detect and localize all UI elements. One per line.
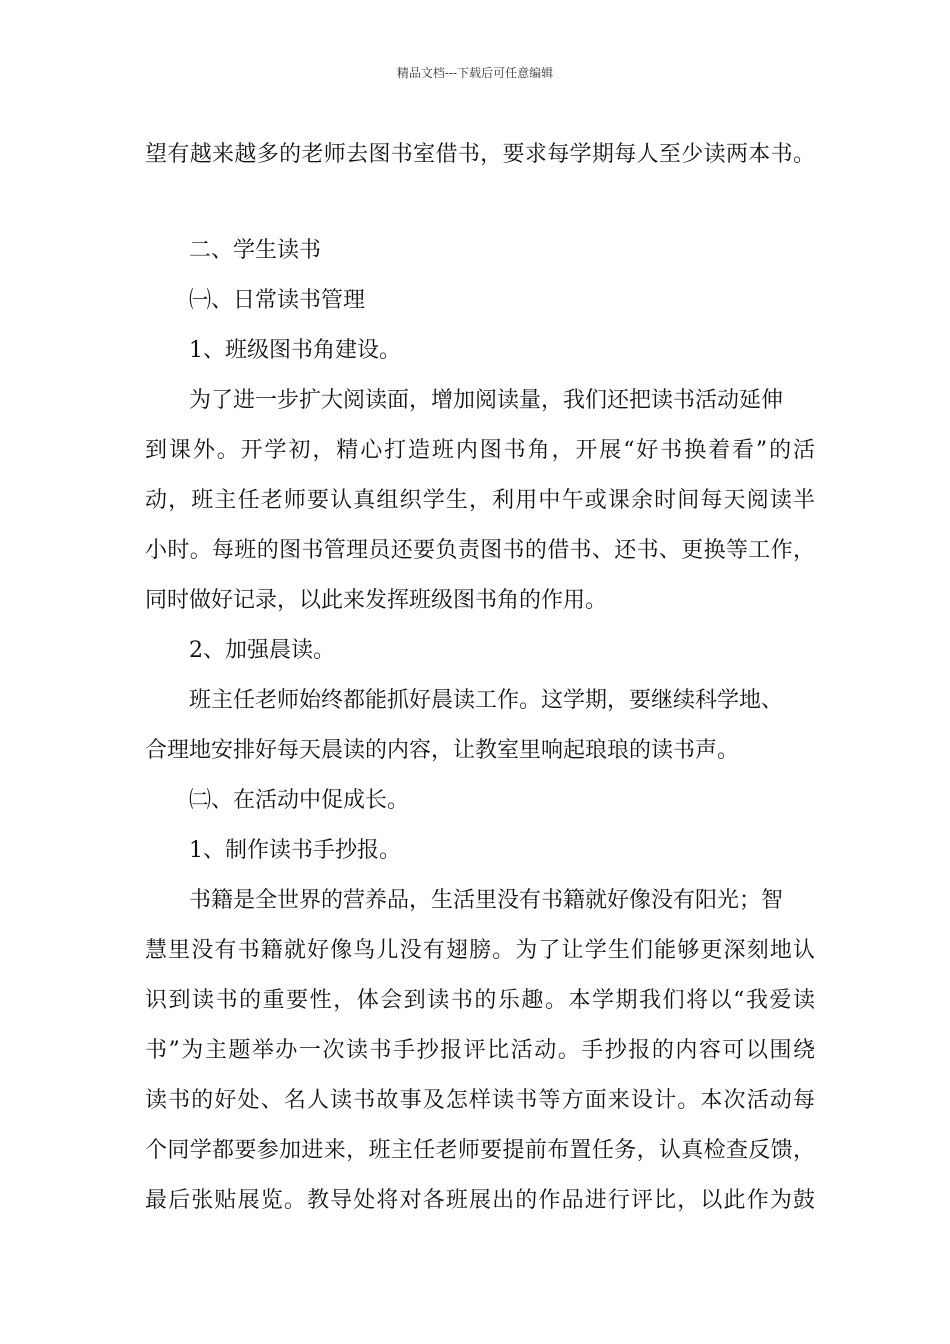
paragraph-line: 班主任老师始终都能抓好晨读工作。这学期，要继续科学地、 [189, 688, 784, 713]
paragraph-line: 同时做好记录，以此来发挥班级图书角的作用。 [145, 588, 608, 613]
paragraph-line: 书籍是全世界的营养品，生活里没有书籍就好像没有阳光；智 [189, 888, 784, 913]
subsection-heading: ㈠、日常读书管理 [189, 288, 366, 313]
paragraph-line: 到课外。开学初，精心打造班内图书角，开展“好书换着看”的活 [145, 438, 815, 463]
item-heading: 2、加强晨读。 [189, 638, 335, 663]
paragraph-line: 识到读书的重要性，体会到读书的乐趣。本学期我们将以“我爱读 [145, 988, 815, 1013]
paragraph-line: 慧里没有书籍就好像鸟儿没有翅膀。为了让学生们能够更深刻地认 [145, 938, 815, 963]
item-heading: 1、班级图书角建设。 [189, 338, 401, 363]
paragraph-line: 小时。每班的图书管理员还要负责图书的借书、还书、更换等工作， [145, 538, 815, 563]
paragraph-line: 读书的好处、名人读书故事及怎样读书等方面来设计。本次活动每 [145, 1088, 815, 1113]
paragraph-line: 为了进一步扩大阅读面，增加阅读量，我们还把读书活动延伸 [189, 388, 784, 413]
paragraph-line: 最后张贴展览。教导处将对各班展出的作品进行评比，以此作为鼓 [145, 1188, 815, 1213]
blank-spacer [145, 180, 815, 226]
subsection-heading: ㈡、在活动中促成长。 [189, 788, 410, 813]
item-heading: 1、制作读书手抄报。 [189, 838, 401, 863]
paragraph-line: 望有越来越多的老师去图书室借书，要求每学期每人至少读两本书。 [145, 142, 815, 167]
paragraph-line: 合理地安排好每天晨读的内容，让教室里响起琅琅的读书声。 [145, 738, 740, 763]
section-heading: 二、学生读书 [189, 238, 322, 263]
page-header: 精品文档---下载后可任意编辑 [396, 66, 554, 80]
document-body [145, 130, 815, 1226]
paragraph-line: 动，班主任老师要认真组织学生，利用中午或课余时间每天阅读半 [145, 488, 815, 513]
paragraph-line: 个同学都要参加进来，班主任老师要提前布置任务，认真检查反馈， [145, 1138, 815, 1163]
paragraph-line: 书”为主题举办一次读书手抄报评比活动。手抄报的内容可以围绕 [145, 1038, 815, 1063]
